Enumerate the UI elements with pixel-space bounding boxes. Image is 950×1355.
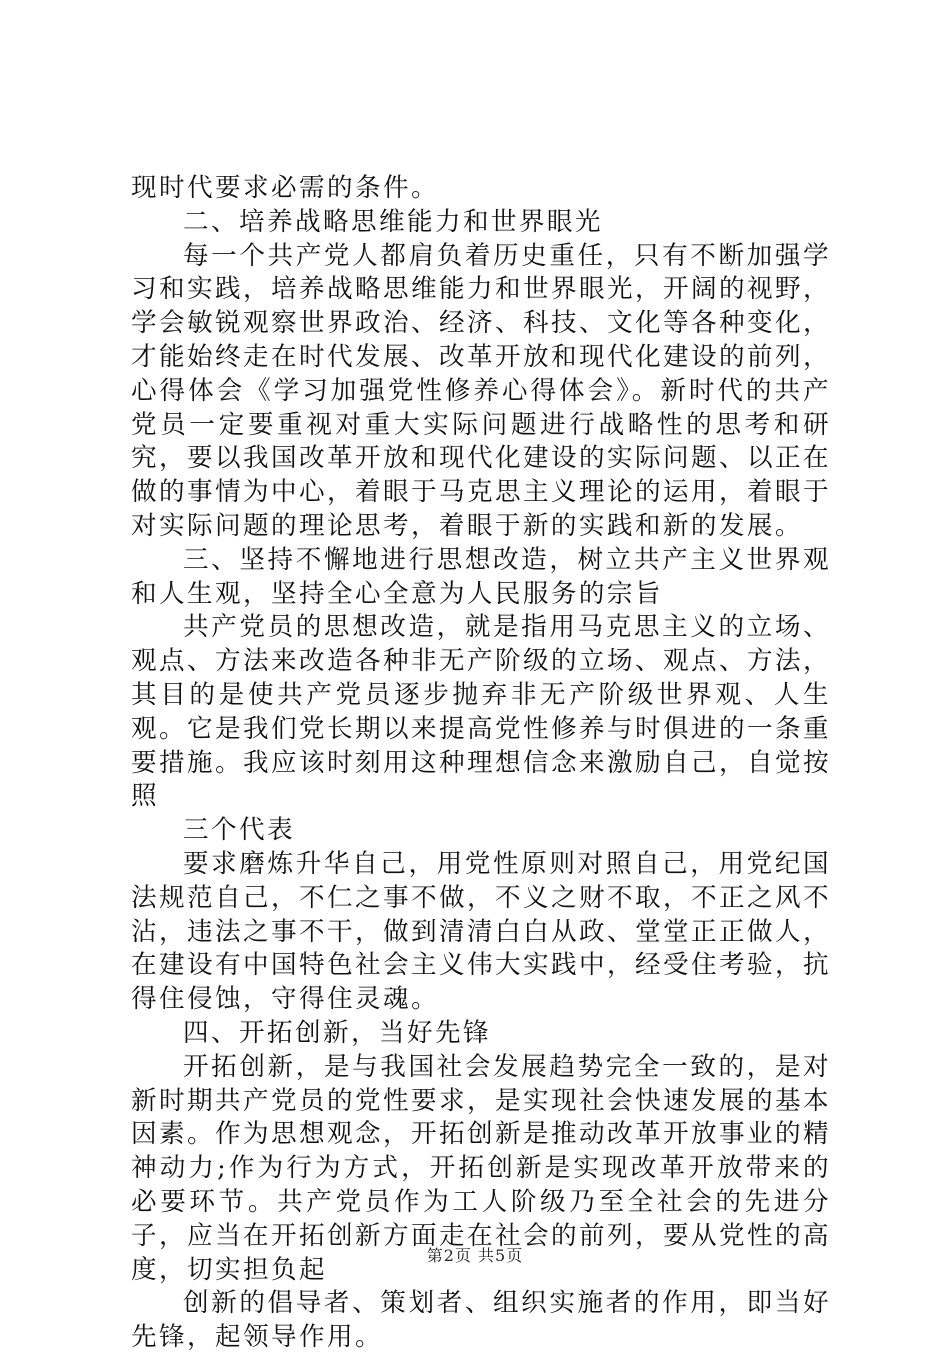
body-paragraph: 共产党员的思想改造，就是指用马克思主义的立场、观点、方法来改造各种非无产阶级的立场、观点、方法，其目的是使共产党员逐步抛弃非无产阶级世界观、人生观。它是我们党长期以来提高党性修养与时俱进的一条重要措施。我应该时刻用这种理想信念来激励自己，自觉按照 — [131, 612, 831, 812]
document-body — [131, 172, 831, 1355]
body-paragraph: 每一个共产党人都肩负着历史重任，只有不断加强学习和实践，培养战略思维能力和世界眼光，开阔的视野，学会敏锐观察世界政治、经济、科技、文化等各种变化，才能始终走在时代发展、改革开放和现代化建设的前列，心得体会《学习加强党性修养心得体会》。新时代的共产党员一定要重视对重大实际问题进行战略性的思考和研究，要以我国改革开放和现代化建设的实际问题、以正在做的事情为中心，着眼于马克思主义理论的运用，着眼于对实际问题的理论思考，着眼于新的实践和新的发展。 — [131, 240, 831, 541]
body-paragraph: 开拓创新，是与我国社会发展趋势完全一致的，是对新时期共产党员的党性要求，是实现社会快速发展的基本因素。作为思想观念，开拓创新是推动改革开放事业的精神动力;作为行为方式，开拓创新是实现改革开放带来的必要环节。共产党员作为工人阶级乃至全社会的先进分子，应当在开拓创新方面走在社会的前列，要从党性的高度，切实担负起 — [131, 1051, 831, 1285]
body-paragraph: 创新的倡导者、策划者、组织实施者的作用，即当好先锋，起领导作用。 — [131, 1288, 831, 1353]
page-number-footer: 第2页 共5页 — [426, 1246, 524, 1265]
continuation-paragraph: 现时代要求必需的条件。 — [131, 173, 439, 203]
section-heading-4: 四、开拓创新，当好先锋 — [183, 1017, 491, 1048]
body-paragraph: 要求磨炼升华自己，用党性原则对照自己，用党纪国法规范自己，不仁之事不做，不义之财不取，不正之风不沾，违法之事不干，做到清清白白从政、堂堂正正做人，在建设有中国特色社会主义伟大实践中，经受住考验，抗得住侵蚀，守得住灵魂。 — [131, 848, 831, 1015]
section-heading-3: 三、坚持不懈地进行思想改造，树立共产主义世界观和人生观，坚持全心全意为人民服务的宗旨 — [131, 544, 831, 609]
section-heading-2: 二、培养战略思维能力和世界眼光 — [183, 206, 603, 237]
body-paragraph: 三个代表 — [183, 815, 295, 846]
